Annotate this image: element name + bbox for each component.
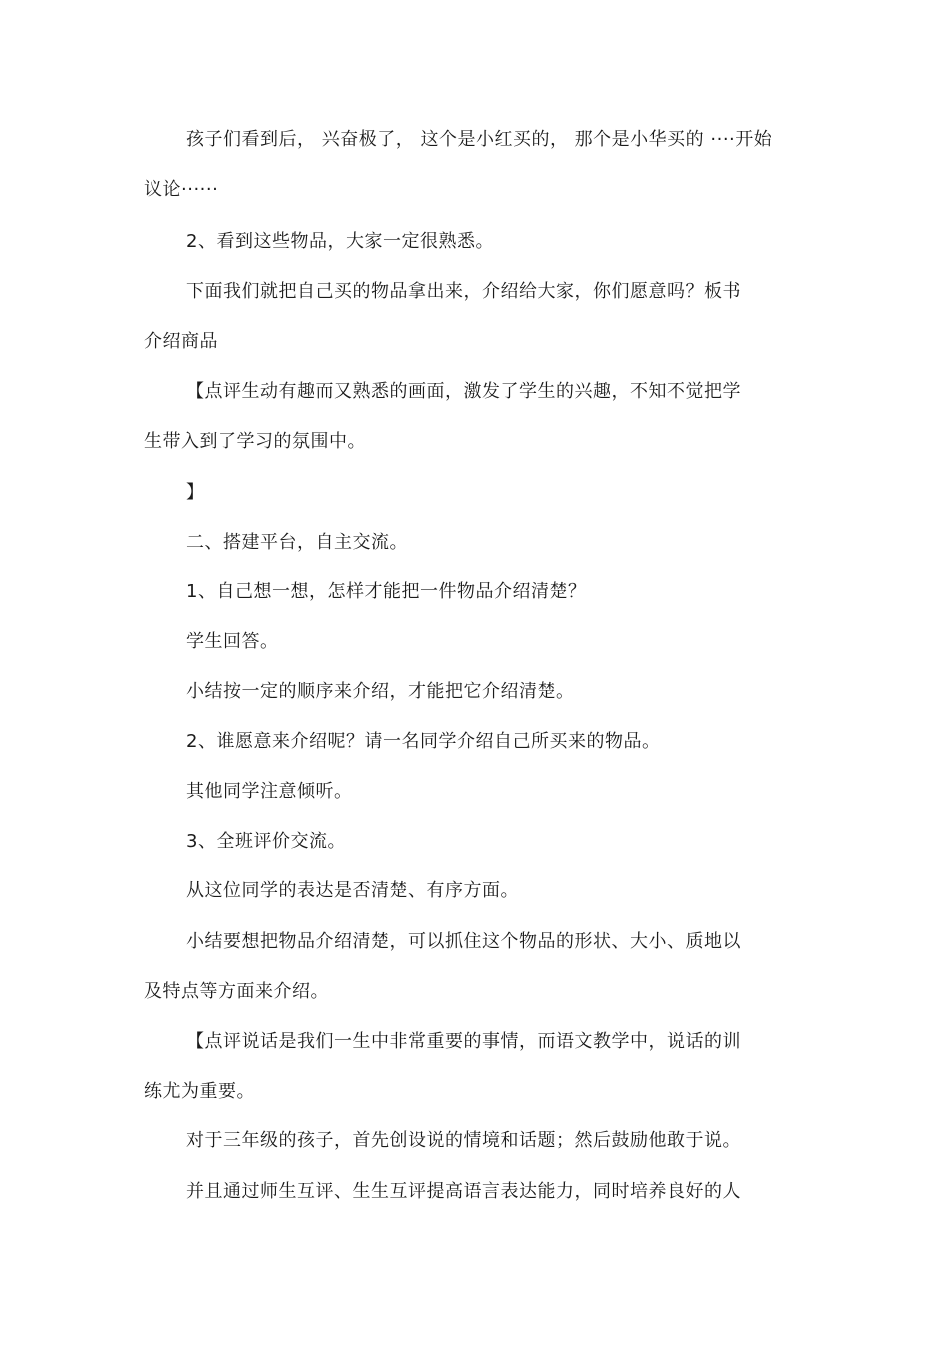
paragraph-line: 3、全班评价交流。 [186,831,346,852]
paragraph-line: 小结要想把物品介绍清楚，可以抓住这个物品的形状、大小、质地以 [186,931,741,952]
comment-bracket: 】 [186,482,205,503]
paragraph-line: 并且通过师生互评、生生互评提高语言表达能力，同时培养良好的人 [186,1181,741,1202]
paragraph-line: 2、看到这些物品，大家一定很熟悉。 [186,231,494,252]
paragraph-line: 2、谁愿意来介绍呢？请一名同学介绍自己所买来的物品。 [186,731,661,752]
comment-line: 【点评生动有趣而又熟悉的画面，激发了学生的兴趣，不知不觉把学 [186,381,741,402]
paragraph-line: 小结按一定的顺序来介绍，才能把它介绍清楚。 [186,681,575,702]
paragraph-line: 议论······ [144,179,219,200]
paragraph-line: 介绍商品 [144,331,218,352]
paragraph-line: 1、自己想一想，怎样才能把一件物品介绍清楚？ [186,581,587,602]
paragraph-line: 学生回答。 [186,631,279,652]
paragraph-line: 及特点等方面来介绍。 [144,981,329,1002]
paragraph-line: 孩子们看到后， 兴奋极了， 这个是小红买的， 那个是小华买的 ····开始 [186,129,773,150]
comment-line: 【点评说话是我们一生中非常重要的事情，而语文教学中，说话的训 [186,1031,741,1052]
paragraph-line: 下面我们就把自己买的物品拿出来，介绍给大家，你们愿意吗？板书 [186,281,741,302]
paragraph-line: 对于三年级的孩子，首先创设说的情境和话题；然后鼓励他敢于说。 [186,1130,741,1151]
paragraph-line: 其他同学注意倾听。 [186,781,353,802]
section-heading: 二、搭建平台，自主交流。 [186,532,408,553]
comment-line: 练尤为重要。 [144,1081,255,1102]
paragraph-line: 从这位同学的表达是否清楚、有序方面。 [186,880,519,901]
comment-line: 生带入到了学习的氛围中。 [144,431,366,452]
